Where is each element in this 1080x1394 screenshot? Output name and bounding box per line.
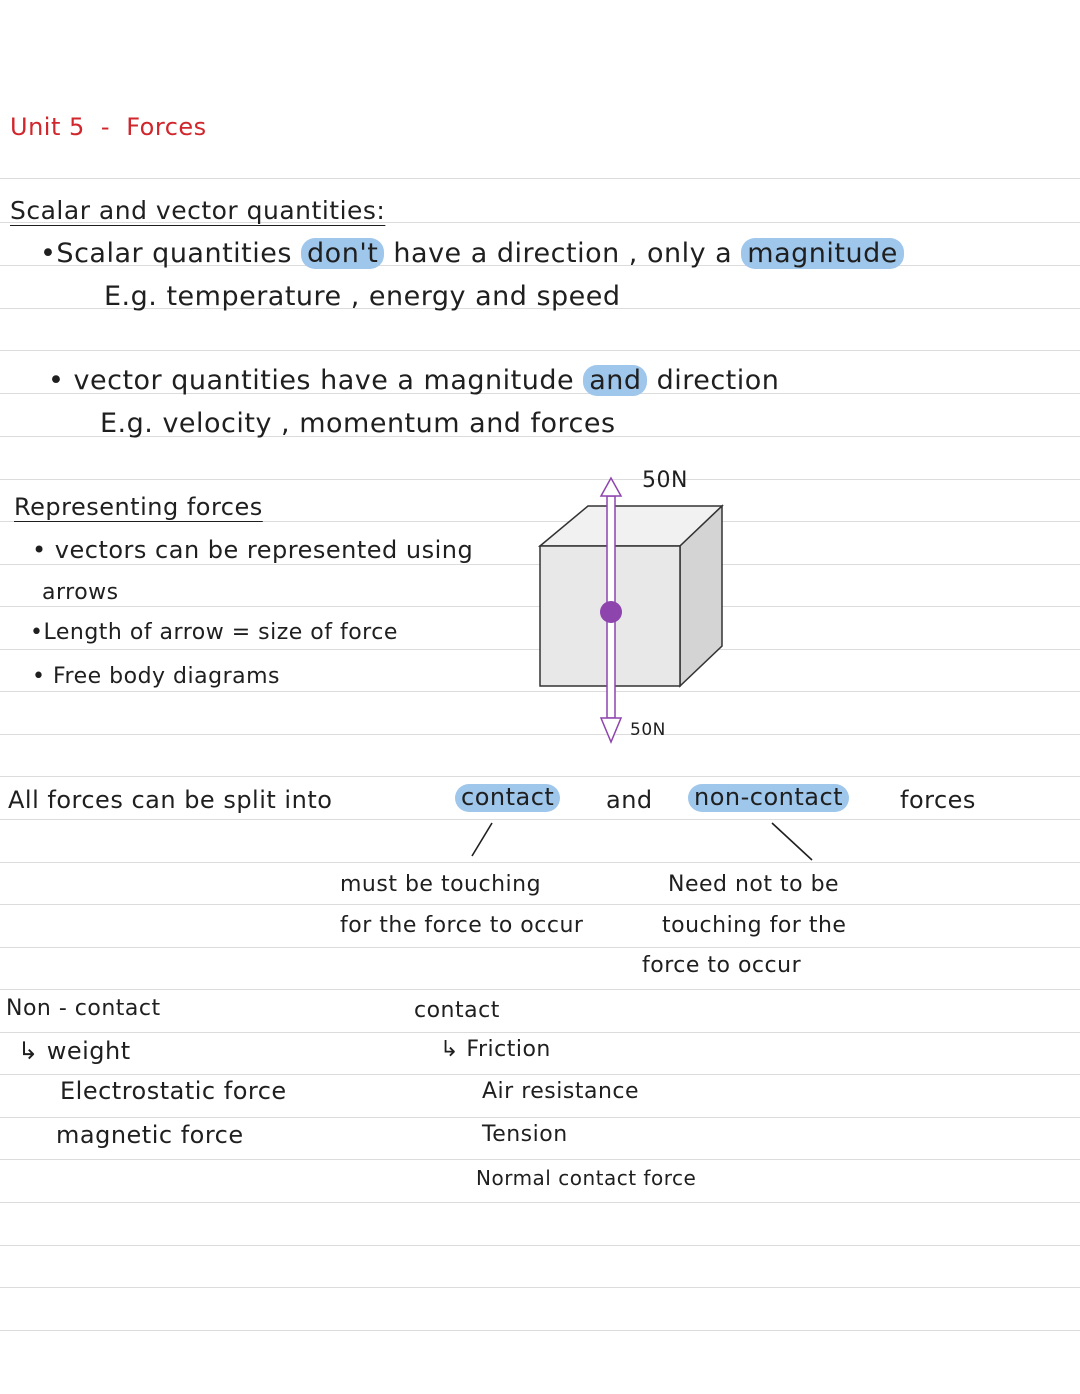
contact-connector	[472, 823, 492, 856]
scalar-example: E.g. temperature , energy and speed	[104, 281, 621, 312]
non-contact-connector	[772, 823, 812, 860]
representing-line-4: • Free body diagrams	[32, 664, 280, 689]
top-force-label: 50N	[642, 468, 688, 493]
centre-of-mass-dot	[600, 601, 622, 623]
non-contact-heading: Non - contact	[6, 996, 161, 1021]
scalar-vector-heading: Scalar and vector quantities:	[10, 196, 386, 225]
vector-example: E.g. velocity , momentum and forces	[100, 408, 616, 439]
title-separator: -	[100, 113, 111, 141]
contact-item-tension: Tension	[482, 1122, 568, 1147]
highlight-and: and	[583, 365, 647, 396]
title-unit: Unit 5	[10, 113, 85, 141]
representing-line-3: •Length of arrow = size of force	[30, 620, 398, 645]
highlight-contact: contact	[455, 784, 560, 812]
split-and: and	[606, 786, 653, 814]
contact-item-normal-force: Normal contact force	[476, 1166, 697, 1190]
highlight-non-contact: non-contact	[688, 784, 849, 812]
representing-line-1: • vectors can be represented using	[32, 536, 474, 564]
scalar-definition: •Scalar quantities don't have a direction , only a magnitude	[40, 238, 904, 269]
non-contact-item-electrostatic: Electrostatic force	[60, 1077, 287, 1105]
representing-forces-heading: Representing forces	[14, 493, 263, 521]
vector-definition: • vector quantities have a magnitude and direction	[48, 365, 780, 396]
contact-item-friction: ↳ Friction	[440, 1037, 551, 1062]
non-contact-description-1: Need not to be	[668, 872, 840, 897]
contact-description-1: must be touching	[340, 872, 542, 897]
connector-lines	[440, 818, 840, 868]
bottom-force-label: 50N	[630, 720, 666, 740]
force-arrow-up-head	[601, 478, 621, 496]
split-forces: forces	[900, 786, 976, 814]
forces-split-sentence: All forces can be split into	[8, 786, 333, 814]
contact-heading: contact	[414, 998, 500, 1023]
page-title	[10, 113, 207, 141]
non-contact-item-magnetic: magnetic force	[56, 1121, 244, 1149]
non-contact-description-2: touching for the	[662, 913, 847, 938]
title-topic: Forces	[126, 113, 207, 141]
force-arrow-down-head	[601, 718, 621, 742]
free-body-diagram	[520, 460, 780, 750]
non-contact-item-weight: ↳ weight	[18, 1037, 131, 1065]
non-contact-description-3: force to occur	[642, 953, 802, 978]
highlight-magnitude: magnitude	[741, 238, 904, 269]
highlight-dont: don't	[301, 238, 384, 269]
representing-line-2: arrows	[42, 580, 119, 605]
contact-item-air-resistance: Air resistance	[482, 1079, 640, 1104]
contact-description-2: for the force to occur	[340, 913, 584, 938]
